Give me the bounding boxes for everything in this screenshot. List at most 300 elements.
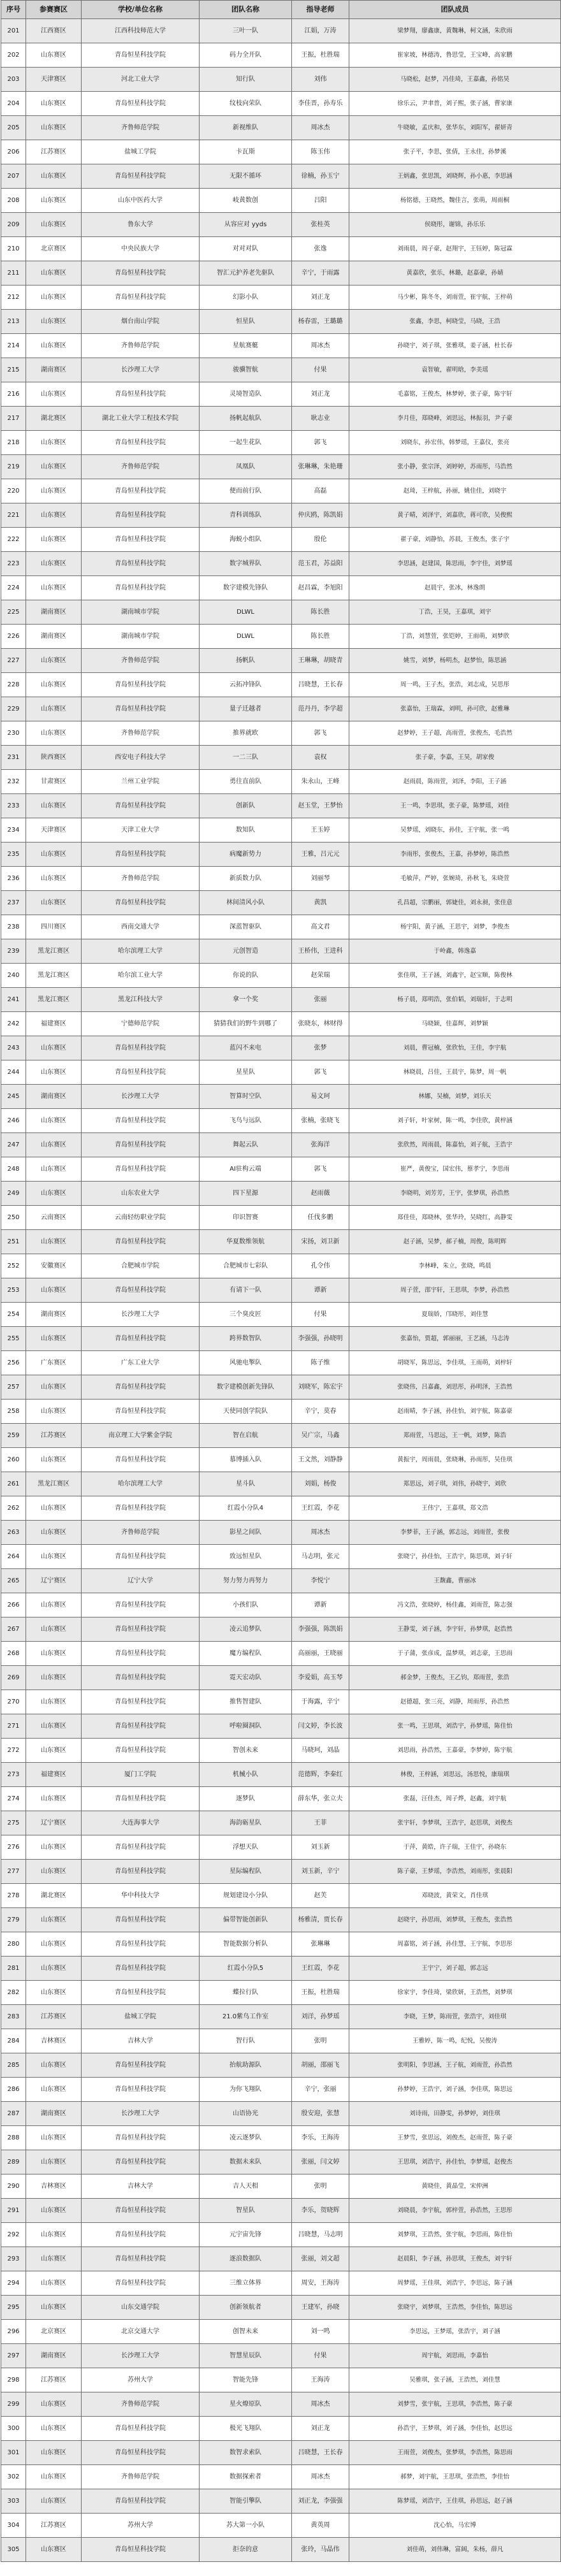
cell-team: 猜猜我们的野牛到哪了: [200, 1012, 292, 1036]
cell-division: 江苏赛区: [26, 2514, 82, 2538]
table-row: [1, 2150, 561, 2174]
cell-division: 山东赛区: [26, 1932, 82, 1957]
cell-index: 291: [1, 2199, 26, 2223]
cell-index: 226: [1, 625, 26, 649]
cell-team: 无限不循环: [200, 164, 292, 189]
cell-advisor: 张丽，闫文婷: [292, 2150, 349, 2174]
table-row: [1, 479, 561, 503]
cell-team: 从容应对 yyds: [200, 213, 292, 237]
cell-school: 青岛恒星科技学院: [82, 479, 200, 503]
cell-school: 齐鲁师范学院: [82, 721, 200, 746]
cell-team: 智能引擎队: [200, 2489, 292, 2514]
cell-division: 山东赛区: [26, 1908, 82, 1932]
cell-division: 辽宁赛区: [26, 1811, 82, 1835]
cell-members: 沈心怡，马宏博: [349, 2514, 561, 2538]
cell-members: 于岭鑫，韩逸嘉: [349, 939, 561, 964]
cell-index: 279: [1, 1908, 26, 1932]
table-row: [1, 2174, 561, 2199]
cell-advisor: 张琳琳: [292, 1932, 349, 1957]
cell-index: 299: [1, 2392, 26, 2417]
cell-members: 徐家宇，李佳琦，梁欣妍，王浩然，刘梦琪: [349, 1981, 561, 2005]
table-row: [1, 261, 561, 286]
table-row: [1, 1109, 561, 1133]
cell-members: 马少彬，陈冬冬，刘雨萱，崔宇航，王梓萌: [349, 286, 561, 310]
cell-index: 266: [1, 1593, 26, 1617]
table-row: [1, 2296, 561, 2320]
cell-school: 青岛恒星科技学院: [82, 2199, 200, 2223]
cell-team: 一二三队: [200, 746, 292, 770]
cell-team: 卡瓦斯: [200, 140, 292, 164]
cell-school: 青岛恒星科技学院: [82, 43, 200, 68]
cell-index: 293: [1, 2247, 26, 2271]
cell-advisor: 宋扬，刘卫新: [292, 1230, 349, 1254]
cell-index: 252: [1, 1254, 26, 1278]
table-row: [1, 1375, 561, 1400]
cell-school: 大连海事大学: [82, 1811, 200, 1835]
cell-division: 山东赛区: [26, 794, 82, 818]
cell-team: 智创未来: [200, 1739, 292, 1763]
cell-school: 南京理工大学紫金学院: [82, 1424, 200, 1448]
cell-members: 孙梦婷，王浩宇，刘子涵，李佳琪，陈思远: [349, 2078, 561, 2102]
table-row: [1, 988, 561, 1012]
cell-division: 江苏赛区: [26, 1424, 82, 1448]
cell-team: AI驻构云端: [200, 1157, 292, 1182]
table-row: [1, 334, 561, 358]
cell-members: 赵琦，王梓航，孙丽，姚佳佳，刘晓宇: [349, 479, 561, 503]
header-advisor: 指导老师: [292, 1, 349, 19]
cell-index: 272: [1, 1739, 26, 1763]
cell-members: 刘思雨，孙浩然，王嘉豪，李梦婷，陈宇航: [349, 1739, 561, 1763]
cell-advisor: 谭新: [292, 1593, 349, 1617]
cell-index: 217: [1, 407, 26, 431]
cell-members: 赵梦婷，王子超，高雨萱，张俊杰，毛浩然: [349, 721, 561, 746]
cell-advisor: 付果: [292, 358, 349, 382]
cell-school: 青岛恒星科技学院: [82, 2489, 200, 2514]
cell-division: 山东赛区: [26, 1157, 82, 1182]
cell-index: 284: [1, 2029, 26, 2053]
cell-school: 青岛恒星科技学院: [82, 843, 200, 867]
table-row: [1, 1545, 561, 1569]
cell-division: 山东赛区: [26, 1109, 82, 1133]
cell-team: 机械小队: [200, 1763, 292, 1787]
cell-division: 湖南赛区: [26, 2102, 82, 2126]
cell-advisor: 刘正龙: [292, 382, 349, 407]
cell-division: 江苏赛区: [26, 2005, 82, 2029]
cell-advisor: 付果: [292, 1303, 349, 1327]
cell-index: 274: [1, 1787, 26, 1811]
cell-members: 张宇轩，李梦琪，王浩宇，赵思琪，刘俊杰: [349, 1811, 561, 1835]
cell-team: 元宇宙先锋: [200, 2223, 292, 2247]
cell-advisor: 周冰杰: [292, 2465, 349, 2489]
cell-advisor: 李乐，贺晓辉: [292, 2199, 349, 2223]
cell-advisor: 陈长胜: [292, 625, 349, 649]
cell-members: 刘子轩，叶家树，陈一鸣，李佳欣，黄梓涵: [349, 1109, 561, 1133]
cell-division: 山东赛区: [26, 843, 82, 867]
cell-index: 277: [1, 1860, 26, 1884]
cell-index: 298: [1, 2368, 26, 2392]
cell-team: 骏骥智航: [200, 358, 292, 382]
cell-team: 海蜕小组队: [200, 528, 292, 552]
cell-school: 长沙理工大学: [82, 2344, 200, 2368]
cell-advisor: 刘正龙: [292, 286, 349, 310]
cell-index: 285: [1, 2053, 26, 2078]
cell-advisor: 马晓珂，刘晶: [292, 1739, 349, 1763]
cell-division: 山东赛区: [26, 382, 82, 407]
cell-division: 山东赛区: [26, 503, 82, 528]
cell-division: 黑龙江赛区: [26, 988, 82, 1012]
cell-index: 268: [1, 1642, 26, 1666]
cell-index: 289: [1, 2150, 26, 2174]
table-row: [1, 1666, 561, 1690]
cell-members: 翟子豪，刘静怡，苏晨，王俊杰，张子宇: [349, 528, 561, 552]
table-row: [1, 1036, 561, 1060]
cell-school: 苏州大学: [82, 2514, 200, 2538]
cell-division: 辽宁赛区: [26, 1569, 82, 1593]
cell-index: 263: [1, 1521, 26, 1545]
table-row: [1, 697, 561, 721]
cell-advisor: 付果: [292, 2344, 349, 2368]
cell-index: 254: [1, 1303, 26, 1327]
cell-team: 呼啦圈洞队: [200, 1714, 292, 1739]
cell-index: 253: [1, 1278, 26, 1303]
cell-advisor: 孔令伟: [292, 1254, 349, 1278]
cell-team: 云拓冲锋队: [200, 673, 292, 697]
cell-index: 225: [1, 600, 26, 625]
cell-members: 张明阳，李思涵，王子航，刘雨萱，孙浩然: [349, 2053, 561, 2078]
cell-school: 长沙理工大学: [82, 1085, 200, 1109]
cell-division: 山东赛区: [26, 1278, 82, 1303]
cell-division: 山东赛区: [26, 479, 82, 503]
cell-members: 胡晓军，陈思远，李佳琪，王雨萌，刘梓轩: [349, 1351, 561, 1375]
cell-advisor: 张玲，马晶伟: [292, 2538, 349, 2562]
cell-team: 慕博插入队: [200, 1448, 292, 1472]
table-row: [1, 310, 561, 334]
cell-advisor: 赵昌霖，李旭阳: [292, 576, 349, 600]
cell-school: 齐鲁师范学院: [82, 2465, 200, 2489]
cell-members: 刘梦琪，王浩然，张宇航，李思雨，陈佳怡: [349, 2223, 561, 2247]
cell-division: 湖南赛区: [26, 1085, 82, 1109]
cell-team: 恒星队: [200, 310, 292, 334]
cell-division: 山东赛区: [26, 721, 82, 746]
cell-index: 302: [1, 2465, 26, 2489]
table-row: [1, 2199, 561, 2223]
cell-advisor: 谭新: [292, 1278, 349, 1303]
cell-team: 星火燎原队: [200, 2392, 292, 2417]
cell-division: 山东赛区: [26, 2417, 82, 2441]
cell-division: 山东赛区: [26, 1327, 82, 1351]
cell-division: 四川赛区: [26, 915, 82, 939]
cell-team: 海韵砺星队: [200, 1811, 292, 1835]
cell-index: 204: [1, 92, 26, 116]
cell-members: 梁梦翔，廖鑫康，黄魏琳，柯文涵，朱欣雨: [349, 19, 561, 43]
cell-division: 山东赛区: [26, 2199, 82, 2223]
cell-advisor: 薛东华，张立夫: [292, 1787, 349, 1811]
results-table: [1, 0, 561, 2562]
cell-team: 偏带智能创新队: [200, 1908, 292, 1932]
cell-advisor: 李强强，陈凯娟: [292, 1617, 349, 1642]
cell-members: 夏瑞娇，邝晓彤，刘佳慧: [349, 1303, 561, 1327]
cell-index: 282: [1, 1981, 26, 2005]
cell-school: 青岛恒星科技学院: [82, 2223, 200, 2247]
cell-division: 山东赛区: [26, 1400, 82, 1424]
table-row: [1, 1569, 561, 1593]
cell-division: 北京赛区: [26, 2320, 82, 2344]
cell-members: 周梦瑶，王佳琪，刘浩宇，李思远，陈子涵: [349, 2271, 561, 2296]
cell-school: 青岛恒星科技学院: [82, 1545, 200, 1569]
cell-division: 福建赛区: [26, 1012, 82, 1036]
cell-advisor: 刘娟，杨俊: [292, 1472, 349, 1496]
cell-advisor: 范丹丹，李学超: [292, 697, 349, 721]
table-row: [1, 915, 561, 939]
cell-advisor: 王文然，刘静静: [292, 1448, 349, 1472]
cell-school: 中央民族大学: [82, 237, 200, 261]
cell-advisor: 陈子维: [292, 1351, 349, 1375]
cell-school: 宁德师范学院: [82, 1012, 200, 1036]
cell-division: 安徽赛区: [26, 1254, 82, 1278]
cell-index: 219: [1, 455, 26, 479]
cell-team: 苏大第一小队: [200, 2514, 292, 2538]
cell-index: 236: [1, 867, 26, 891]
cell-members: 赵德超，张三亮，刘静，周雨彤，孙浩然: [349, 1690, 561, 1714]
cell-advisor: 闫文婷，李长波: [292, 1714, 349, 1739]
cell-division: 黑龙江赛区: [26, 939, 82, 964]
cell-members: 周子萱，邵宇轩，王思琪，李梦，孙浩然: [349, 1278, 561, 1303]
table-row: [1, 1254, 561, 1278]
table-row: [1, 843, 561, 867]
cell-school: 青岛恒星科技学院: [82, 891, 200, 915]
cell-members: 王一鸣，李思琪，张子豪，陈梦瑶，刘佳: [349, 794, 561, 818]
cell-advisor: 吕晓慧，王长春: [292, 2441, 349, 2465]
cell-school: 长沙理工大学: [82, 2102, 200, 2126]
cell-school: 齐鲁师范学院: [82, 2392, 200, 2417]
table-row: [1, 455, 561, 479]
cell-team: 逐浪数据队: [200, 2247, 292, 2271]
table-row: [1, 237, 561, 261]
cell-school: 山东交通学院: [82, 2296, 200, 2320]
header-school: 学校/单位名称: [82, 1, 200, 19]
cell-school: 青岛恒星科技学院: [82, 382, 200, 407]
table-row: [1, 503, 561, 528]
cell-advisor: 胡丽，邵丽飞: [292, 2053, 349, 2078]
table-row: [1, 552, 561, 576]
table-row: [1, 1763, 561, 1787]
cell-members: 杨子晨，郑明浩，张伯韬，刘瑞轩，于志明: [349, 988, 561, 1012]
cell-index: 239: [1, 939, 26, 964]
cell-division: 山东赛区: [26, 528, 82, 552]
cell-school: 青岛恒星科技学院: [82, 1714, 200, 1739]
cell-advisor: 高磊: [292, 479, 349, 503]
cell-team: 极光飞翔队: [200, 2417, 292, 2441]
cell-division: 山东赛区: [26, 1545, 82, 1569]
cell-team: 华夏数维领航: [200, 1230, 292, 1254]
cell-index: 260: [1, 1448, 26, 1472]
cell-members: 丁浩，刘慧萱，张铠婷，王雨萌，刘梦欣: [349, 625, 561, 649]
cell-advisor: 张丽: [292, 988, 349, 1012]
cell-team: 拒奈的意: [200, 2538, 292, 2562]
cell-index: 276: [1, 1835, 26, 1860]
cell-division: 湖北赛区: [26, 1884, 82, 1908]
cell-division: 黑龙江赛区: [26, 964, 82, 988]
cell-school: 苏州大学: [82, 2368, 200, 2392]
cell-division: 山东赛区: [26, 1375, 82, 1400]
cell-team: 智慧星辰队: [200, 2344, 292, 2368]
cell-members: 张一鸣，王思琪，刘浩宇，孙梦瑶，陈佳怡: [349, 1714, 561, 1739]
cell-school: 山东中医药大学: [82, 189, 200, 213]
cell-division: 山东赛区: [26, 455, 82, 479]
cell-advisor: 徐楠，孙玉宁: [292, 164, 349, 189]
cell-school: 青岛恒星科技学院: [82, 673, 200, 697]
cell-division: 陕西赛区: [26, 746, 82, 770]
cell-advisor: 袁权: [292, 746, 349, 770]
cell-members: 刘晨，曹冠楠，张欣怡，王佳，李宇航: [349, 1036, 561, 1060]
cell-division: 山东赛区: [26, 334, 82, 358]
cell-school: 厦门工学院: [82, 1763, 200, 1787]
cell-team: 合肥城市七彩队: [200, 1254, 292, 1278]
cell-school: 青岛恒星科技学院: [82, 1133, 200, 1157]
cell-advisor: 李佳晋，孙寿乐: [292, 92, 349, 116]
cell-division: 山东赛区: [26, 1835, 82, 1860]
cell-index: 244: [1, 1060, 26, 1085]
cell-team: 规划建设小分队: [200, 1884, 292, 1908]
cell-members: 林晓晨，吕佳，王晨宇，陈梦，周一帆: [349, 1060, 561, 1085]
cell-advisor: 周冰杰: [292, 2392, 349, 2417]
cell-division: 山东赛区: [26, 2126, 82, 2150]
cell-team: 推售智建队: [200, 1690, 292, 1714]
cell-members: 张佳琪，王子涵，刘鑫宇，赵宝顺，陈俊林: [349, 964, 561, 988]
cell-members: 郑雨萱，马思远，王一帆，刘梦，陈浩: [349, 1424, 561, 1448]
cell-members: 黄子晴，刘泽宇，刘嘉欣，蒋可欣，吴俊熙: [349, 503, 561, 528]
cell-team: 岐黄数创: [200, 189, 292, 213]
cell-team: 飞鸟与远队: [200, 1109, 292, 1133]
cell-advisor: 范德辉，李秦红: [292, 1763, 349, 1787]
table-row: [1, 1908, 561, 1932]
cell-school: 青岛恒星科技学院: [82, 2417, 200, 2441]
cell-team: 智在启航: [200, 1424, 292, 1448]
cell-team: 推界就欧: [200, 721, 292, 746]
table-row: [1, 1860, 561, 1884]
cell-team: 星际编程队: [200, 1860, 292, 1884]
cell-advisor: 周冰杰: [292, 1521, 349, 1545]
cell-division: 山东赛区: [26, 673, 82, 697]
cell-division: 山东赛区: [26, 1230, 82, 1254]
cell-school: 吉林大学: [82, 2174, 200, 2199]
table-row: [1, 721, 561, 746]
cell-index: 237: [1, 891, 26, 915]
cell-division: 山东赛区: [26, 2150, 82, 2174]
cell-advisor: 易文珂: [292, 1085, 349, 1109]
cell-school: 青岛恒星科技学院: [82, 1739, 200, 1763]
cell-team: 智能先锋: [200, 2368, 292, 2392]
cell-members: 冯文浩，张晓婷，杨佳鑫，刘雨萱，陈志强: [349, 1593, 561, 1617]
cell-division: 山东赛区: [26, 1133, 82, 1157]
cell-index: 300: [1, 2417, 26, 2441]
cell-school: 青岛恒星科技学院: [82, 1860, 200, 1884]
cell-school: 鲁东大学: [82, 213, 200, 237]
cell-index: 246: [1, 1109, 26, 1133]
cell-advisor: 仲庆鸥，陈凯娟: [292, 503, 349, 528]
cell-index: 278: [1, 1884, 26, 1908]
cell-team: 浮想天队: [200, 1835, 292, 1860]
cell-members: 刘晓晨，李宇航，郭梓萱，孙浩然，王思彤: [349, 2199, 561, 2223]
cell-advisor: 赵芙: [292, 1884, 349, 1908]
cell-school: 青岛恒星科技学院: [82, 576, 200, 600]
cell-school: 青岛恒星科技学院: [82, 1060, 200, 1085]
cell-advisor: 于海露，辛宁: [292, 1690, 349, 1714]
cell-members: 孙晓宇，刘子琪，张雅琪，姜子涵，杜长春: [349, 334, 561, 358]
table-row: [1, 891, 561, 915]
cell-division: 湖南赛区: [26, 1303, 82, 1327]
table-row: [1, 1496, 561, 1521]
cell-advisor: 陈长胜: [292, 600, 349, 625]
cell-team: 魔方编程队: [200, 1642, 292, 1666]
table-row: [1, 2053, 561, 2078]
cell-advisor: 刘丽琴: [292, 867, 349, 891]
table-row: [1, 43, 561, 68]
cell-advisor: 杨雅清，贾长春: [292, 1908, 349, 1932]
cell-team: 印识智赛: [200, 1206, 292, 1230]
cell-members: 张子豪，李嘉，王昊，胡家俊: [349, 746, 561, 770]
cell-advisor: 刘正龙，李强强: [292, 2489, 349, 2514]
table-row: [1, 2126, 561, 2150]
cell-index: 224: [1, 576, 26, 600]
cell-school: 青岛恒星科技学院: [82, 1957, 200, 1981]
table-row: [1, 213, 561, 237]
table-row: [1, 1206, 561, 1230]
cell-division: 山东赛区: [26, 1521, 82, 1545]
cell-division: 山东赛区: [26, 164, 82, 189]
cell-index: 287: [1, 2102, 26, 2126]
cell-team: 凌云追梦队: [200, 1617, 292, 1642]
cell-team: 新视维队: [200, 116, 292, 140]
cell-school: 齐鲁师范学院: [82, 116, 200, 140]
cell-advisor: 王雅，吕元元: [292, 843, 349, 867]
cell-advisor: 任伐多鹏: [292, 1206, 349, 1230]
cell-index: 230: [1, 721, 26, 746]
cell-advisor: 周冰杰: [292, 116, 349, 140]
cell-members: 吴梦瑶，刘晓东，孙佳，王宇航，张一鸣: [349, 818, 561, 843]
cell-advisor: 赵荣瑞: [292, 964, 349, 988]
cell-division: 山东赛区: [26, 2538, 82, 2562]
cell-team: 有请下一队: [200, 1278, 292, 1303]
cell-school: 西安电子科技大学: [82, 746, 200, 770]
table-row: [1, 2029, 561, 2053]
cell-advisor: 张梦: [292, 1036, 349, 1060]
table-row: [1, 2441, 561, 2465]
cell-advisor: 吕阳: [292, 189, 349, 213]
cell-index: 261: [1, 1472, 26, 1496]
cell-team: 智算时空队: [200, 1085, 292, 1109]
cell-school: 云南轻纺职业学院: [82, 1206, 200, 1230]
cell-members: 赵雨晴，李子涵，孙佳怡，刘宇航，陈嘉豪: [349, 1400, 561, 1424]
cell-index: 304: [1, 2514, 26, 2538]
cell-division: 山东赛区: [26, 213, 82, 237]
table-row: [1, 92, 561, 116]
table-row: [1, 818, 561, 843]
cell-advisor: 马志明，张元: [292, 1545, 349, 1569]
cell-team: 数据未来队: [200, 2150, 292, 2174]
cell-school: 湖南城市学院: [82, 600, 200, 625]
header-division: 参赛赛区: [26, 1, 82, 19]
cell-division: 山东赛区: [26, 1593, 82, 1617]
cell-index: 208: [1, 189, 26, 213]
cell-index: 207: [1, 164, 26, 189]
table-row: [1, 286, 561, 310]
table-row: [1, 1642, 561, 1666]
cell-division: 山东赛区: [26, 310, 82, 334]
cell-school: 吉林大学: [82, 2029, 200, 2053]
table-row: [1, 1739, 561, 1763]
cell-team: 抬航助源队: [200, 2053, 292, 2078]
